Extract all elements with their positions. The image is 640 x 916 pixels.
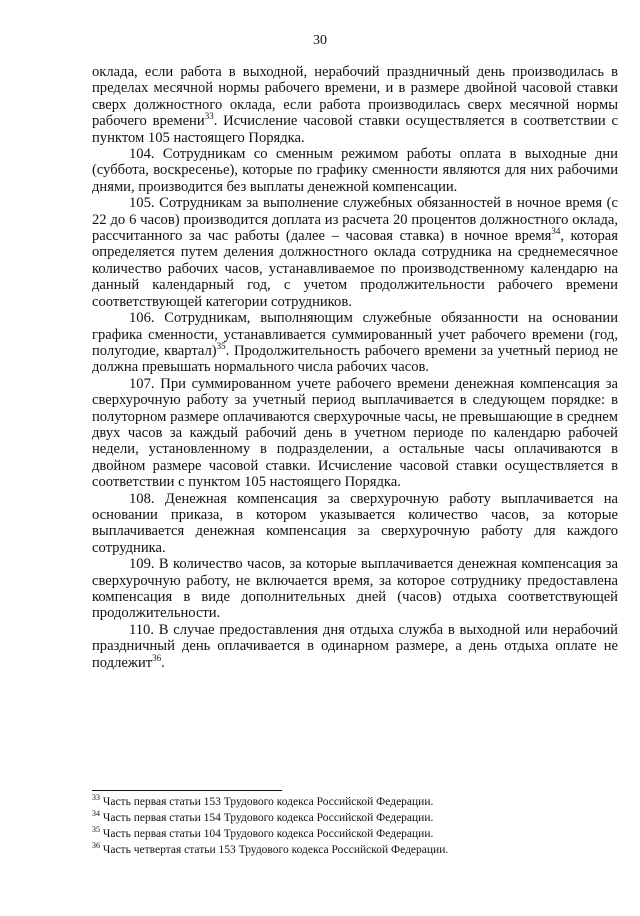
footnote-ref: 34 [551,226,561,237]
footnote-number: 35 [92,825,100,835]
footnote-34 [92,810,618,826]
footnote-ref: 33 [204,111,214,122]
footnote-ref: 35 [216,341,226,352]
footnote-ref: 36 [152,652,162,663]
paragraph-109 [92,556,618,622]
paragraph-106 [92,310,618,376]
footnotes [92,794,618,858]
page-number: 30 [313,33,327,48]
paragraph-text: . Продолжительность рабочего времени за учетный период не должна превышать нормального числа рабочих часов. [92,342,618,376]
footnote-35 [92,826,618,842]
footnote-text: Часть первая статьи 153 Трудового кодекса Российской Федерации. [100,796,434,808]
footnote-text: Часть первая статьи 154 Трудового кодекса Российской Федерации. [100,812,434,824]
footnote-number: 36 [92,841,100,851]
paragraph-text: . Исчисление часовой ставки осуществляется в соответствии с пунктом 105 настоящего Порядка. [92,113,618,146]
body-text [92,64,618,671]
paragraph-110 [92,622,618,671]
footnote-number: 33 [92,793,100,803]
paragraph-text: , которая определяется путем деления должностного оклада сотрудника на среднемесячное количество рабочих часов, устанавливаемое по производственному календарю на данный календарный год, с учетом продолжительности рабочего времени соответствующей категории сотрудников. [92,228,618,310]
paragraph-text: . [161,654,165,671]
footnote-text: Часть первая статьи 104 Трудового кодекса Российской Федерации. [100,828,434,840]
paragraph-text: 104. Сотрудникам со сменным режимом работы оплата в выходные дни (суббота, воскресенье), которые по графику сменности являются для них рабочими днями, производится без выплаты денежной компенсации. [92,146,618,195]
footnote-33 [92,794,618,810]
paragraph-text: оклада, если работа в выходной, нерабочий праздничный день производилась в пределах месячной нормы рабочего времени, и в размере двойной часовой ставки сверх должностного оклада, если работа производилась сверх месячной нормы рабочего времени [92,64,618,130]
footnote-separator [92,790,282,791]
footnote-36 [92,842,618,858]
paragraph-107 [92,376,618,491]
paragraph-text: 110. В случае предоставления дня отдыха служба в выходной или нерабочий праздничный день оплачивается в одинарном размере, а день отдыха оплате не подлежит [92,621,618,671]
footnote-number: 34 [92,809,100,819]
paragraph-text: 105. Сотрудникам за выполнение служебных обязанностей в ночное время (с 22 до 6 часов) производится доплата из расчета 20 процентов должностного оклада, рассчитанного за час работы (далее – часовая ставка) в ночное время [92,195,618,245]
footnote-text: Часть четвертая статьи 153 Трудового кодекса Российской Федерации. [100,844,449,856]
paragraph-108 [92,491,618,557]
paragraph-105 [92,195,618,310]
paragraph-104 [92,146,618,195]
paragraph-text: 109. В количество часов, за которые выплачивается денежная компенсация за сверхурочную работу, не включается время, за которое сотруднику предоставлена компенсация в виде дополнительных дней (часов) отдыха соответствующей продолжительности. [92,556,618,622]
paragraph-cont [92,64,618,146]
paragraph-text: 106. Сотрудникам, выполняющим служебные обязанности на основании графика сменности, устанавливается суммированный учет рабочего времени (год, полугодие, квартал) [92,310,618,359]
paragraph-text: 107. При суммированном учете рабочего времени денежная компенсация за сверхурочную работу за учетный период выплачивается в следующем порядке: в полуторном размере оплачиваются сверхурочные часы, не превышающие в среднем двух часов за каждый рабочий день в учетном периоде по календарю рабочей недели, установленному в подразделении, а остальные часы оплачиваются в двойном размере часовой ставки. Исчисление часовой ставки осуществляется в соответствии с пунктом 105 настоящего Порядка. [92,375,618,491]
paragraph-text: 108. Денежная компенсация за сверхурочную работу выплачивается на основании приказа, в котором указывается количество часов, за которые выплачивается денежная компенсация за сверхурочную работу для каждого сотрудника. [92,490,618,556]
